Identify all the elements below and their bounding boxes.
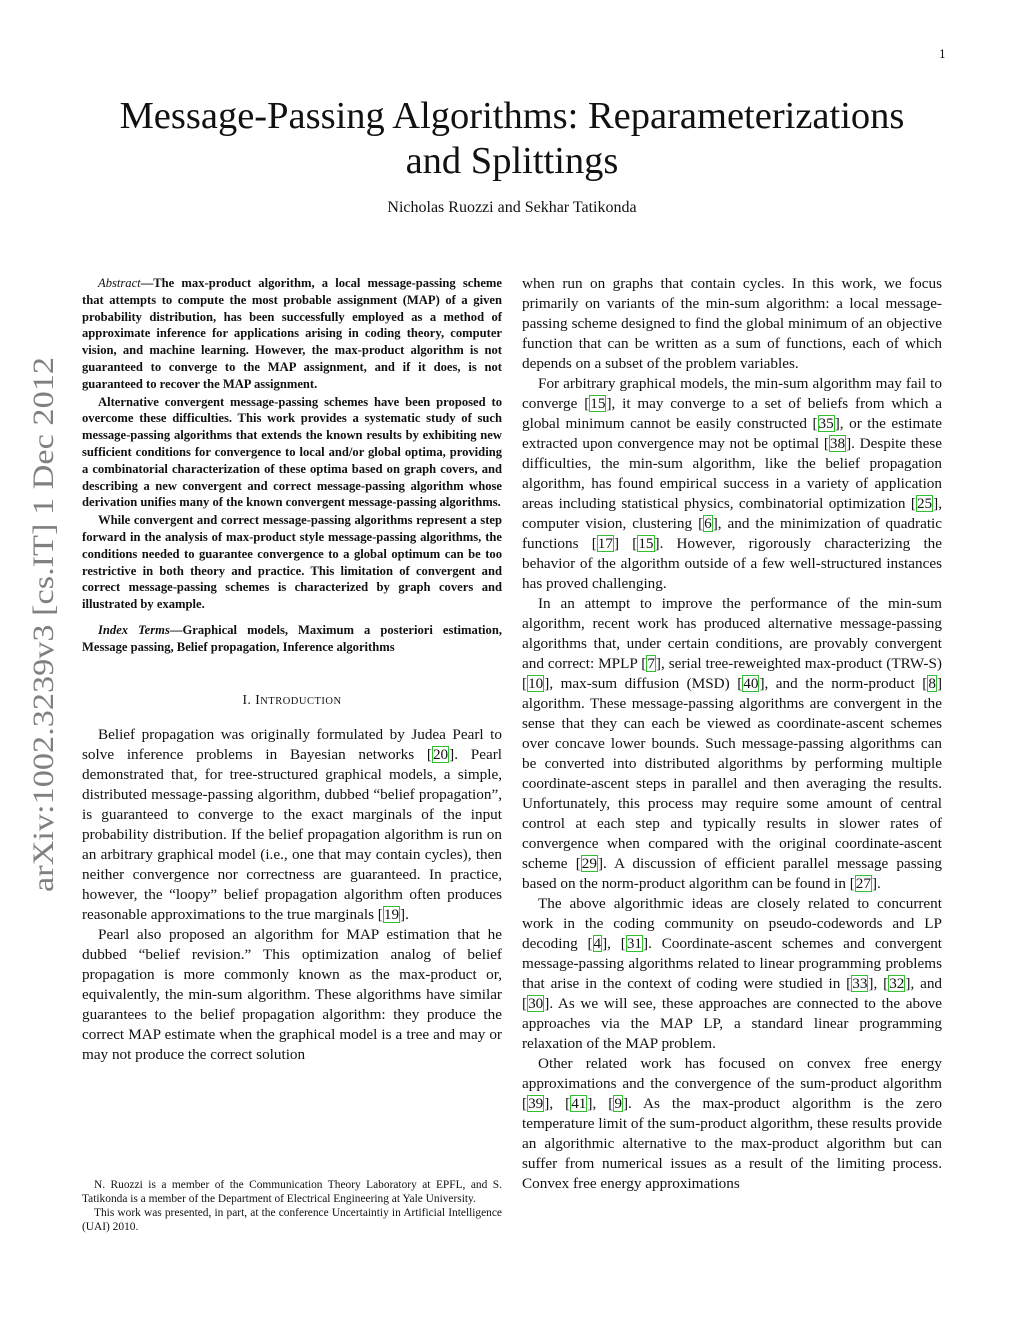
paragraph-text: , bbox=[549, 1095, 566, 1112]
paragraph-text: Other related work has focused on convex free energy approximations and the convergence of the sum-product algorithm bbox=[522, 1055, 942, 1092]
right-paragraph-1: when run on graphs that contain cycles. In this work, we focus primarily on variants of the min-sum algorithm: a local message-passing scheme designed to find the global minimum of an objective function that can be written as a sum of functions, each of which depends on a subset of the problem variables. bbox=[522, 275, 942, 372]
right-paragraph-3: In an attempt to improve the performance of the min-sum algorithm, recent work has produced alternative message-passing algorithms that, under certain conditions, are provably convergent and correct: MPLP [7], serial tree-reweighted max-product (TRW-S) [10], max-sum diffusion (MSD) [40], and the norm-product [8] algorithm. These message-passing algorithms are convergent in the sense that they can each be viewed as coordinate-ascent schemes over concave lower bounds. Such message-passing algorithms can be converted into distributed algorithms by performing multiple coordinate-ascent steps in parallel and then averaging the results. Unfortunately, this process may require some amount of central control at each step and typically results in slower rates of convergence when compared with the original coordinate-ascent scheme [29]. A discussion of efficient parallel message passing based on the norm-product algorithm can be found in [27]. bbox=[522, 595, 942, 892]
citation-link[interactable]: 8 bbox=[928, 675, 936, 692]
paragraph-text: , and the norm-product bbox=[764, 675, 923, 692]
citation-link[interactable]: 6 bbox=[704, 515, 712, 532]
title-line-1: Message-Passing Algorithms: Reparameterizations bbox=[119, 95, 905, 137]
paragraph-text: For arbitrary graphical models, the min-sum algorithm may fail to converge bbox=[522, 375, 942, 412]
paragraph-text: , or the estimate extracted upon convergence may not be optimal bbox=[522, 415, 943, 452]
footnote-affiliations: N. Ruozzi is a member of the Communication Theory Laboratory at EPFL, and S. Tatikonda is a member of the Department of Electrical Engineering at Yale University. bbox=[82, 1179, 502, 1205]
left-column bbox=[82, 275, 502, 1065]
section-numeral: I. I bbox=[242, 691, 261, 707]
citation-link[interactable]: 32 bbox=[889, 975, 905, 992]
citation-link[interactable]: 35 bbox=[818, 415, 834, 432]
paragraph-text: In an attempt to improve the performance of the min-sum algorithm, recent work has produced alternative message-passing algorithms that, under certain conditions, are provably convergent and correct: MPLP bbox=[522, 595, 942, 672]
paragraph-text: . However, rigorously characterizing the behavior of the algorithm outside of a few well-structured instances has proved challenging. bbox=[522, 535, 943, 592]
abstract-lead: Abstract bbox=[98, 276, 141, 290]
citation-link[interactable]: 40 bbox=[743, 675, 759, 692]
paragraph-text: , bbox=[873, 975, 884, 992]
paragraph-text: . bbox=[405, 905, 409, 923]
citation-link[interactable]: 25 bbox=[916, 495, 933, 512]
title-line-2: and Splittings bbox=[405, 140, 619, 182]
paragraph-text: Belief propagation was originally formulated by Judea Pearl to solve inference problems in Bayesian networks bbox=[82, 725, 502, 763]
intro-paragraph-1: Belief propagation was originally formulated by Judea Pearl to solve inference problems in Bayesian networks [20]. Pearl demonstrated that, for tree-structured graphical models, a simple, distributed message-passing algorithm, dubbed “belief propagation”, is guaranteed to converge to the exact marginals of the input probability distribution. If the belief propagation algorithm is run on an arbitrary graphical model (i.e., one that may contain cycles), then neither convergence nor correctness are guaranteed. In practice, however, the “loopy” belief propagation algorithm often produces reasonable approximations to the true marginals [19]. bbox=[82, 725, 502, 923]
section-heading-introduction bbox=[82, 692, 502, 708]
paragraph-text: , computer vision, clustering bbox=[522, 495, 942, 532]
paragraph-text: The above algorithmic ideas are closely related to concurrent work in the coding community on pseudo-codewords and LP decoding bbox=[522, 895, 942, 952]
paragraph-text: . A discussion of efficient parallel message passing based on the norm-product algorithm can be found in bbox=[522, 855, 942, 892]
right-column bbox=[522, 274, 942, 1194]
paragraph-text: . Coordinate-ascent schemes and convergent message-passing algorithms related to linear programming problems that arise in the context of coding were studied in bbox=[522, 935, 943, 992]
paragraph-text: , bbox=[592, 1095, 609, 1112]
paragraph-text: , serial tree-reweighted max-product (TRW-S) bbox=[660, 655, 942, 672]
right-paragraph-2: For arbitrary graphical models, the min-sum algorithm may fail to converge [15], it may converge to a set of beliefs from which a global minimum cannot be easily constructed [35], or the estimate extracted upon convergence may not be optimal [38]. Despite these difficulties, the min-sum algorithm, like the belief propagation algorithm, has found empirical success in a variety of application areas including statistical physics, combinatorial optimization [25], computer vision, clustering [6], and the minimization of quadratic functions [17] [15]. However, rigorously characterizing the behavior of the algorithm outside of a few well-structured instances has proved challenging. bbox=[522, 375, 943, 592]
citation-link[interactable]: 19 bbox=[383, 905, 400, 923]
page-number: 1 bbox=[939, 48, 946, 61]
citation-link[interactable]: 29 bbox=[581, 855, 597, 872]
paragraph-text: , bbox=[607, 935, 621, 952]
paragraph-text: algorithm. These message-passing algorithms are convergent in the sense that they can each be viewed as coordinate-ascent schemes over concave lower bounds. Such message-passing algorithms can be converted into distributed algorithms by performing multiple coordinate-ascent steps in parallel and then averaging the results. Unfortunately, this process may require some amount of central control at each step and typically results in slower rates of convergence when compared with the original coordinate-ascent scheme bbox=[522, 695, 942, 872]
citation-link[interactable]: 27 bbox=[855, 875, 871, 892]
footnotes bbox=[82, 1178, 502, 1234]
citation-link[interactable]: 39 bbox=[528, 1095, 544, 1112]
section-title-rest: NTRODUCTION bbox=[260, 695, 342, 707]
citation-link[interactable]: 31 bbox=[626, 935, 642, 952]
arxiv-identifier-text: arXiv:1002.3239v3 [cs.IT] 1 Dec 2012 bbox=[27, 423, 60, 892]
citation-link[interactable]: 15 bbox=[590, 395, 606, 412]
paragraph-text: . As the max-product algorithm is the zero temperature limit of the sum-product algorithm, these results provide an algorithmic alternative to the max-product algorithm but can suffer from numerical issues as a result of the limiting process. Convex free energy approximations bbox=[522, 1095, 943, 1192]
paragraph-text: , and bbox=[910, 975, 943, 992]
paragraph-text: , and the minimization of quadratic functions bbox=[522, 515, 943, 552]
citation-link[interactable]: 9 bbox=[614, 1095, 622, 1112]
footnote-presentation: This work was presented, in part, at the conference Uncertaintiy in Artificial Intelligence (UAI) 2010. bbox=[82, 1207, 502, 1233]
citation-link[interactable]: 38 bbox=[829, 435, 846, 452]
right-paragraph-5: Other related work has focused on convex free energy approximations and the convergence of the sum-product algorithm [39], [41], [9]. As the max-product algorithm is the zero temperature limit of the sum-product algorithm, these results provide an algorithmic alternative to the max-product algorithm but can suffer from numerical issues as a result of the limiting process. Convex free energy approximations bbox=[522, 1055, 943, 1192]
index-terms bbox=[82, 622, 502, 656]
index-terms-text: —Graphical models, Maximum a posteriori estimation, Message passing, Belief propagation, Inference algorithms bbox=[82, 622, 502, 654]
paragraph-text: . Despite these difficulties, the min-sum algorithm, like the belief propagation algorithm, has found empirical success in a variety of application areas including statistical physics, combinatorial optimization bbox=[522, 435, 942, 512]
paragraph-text: , it may converge to a set of beliefs from which a global minimum cannot be easily constructed bbox=[522, 395, 942, 432]
arxiv-identifier bbox=[16, 347, 66, 897]
citation-link[interactable]: 15 bbox=[638, 535, 654, 552]
authors: Nicholas Ruozzi and Sekhar Tatikonda bbox=[387, 199, 637, 216]
index-terms-lead: Index Terms bbox=[98, 622, 170, 637]
paragraph-text: . Pearl demonstrated that, for tree-structured graphical models, a simple, distributed message-passing algorithm, dubbed “belief propagation”, is guaranteed to converge to the exact marginals of the input probability distribution. If the belief propagation algorithm is run on an arbitrary graphical model (i.e., one that may contain cycles), then neither convergence nor correctness are guaranteed. In practice, however, the “loopy” belief propagation algorithm often produces reasonable approximations to the true marginals bbox=[82, 745, 502, 923]
citation-link[interactable]: 30 bbox=[528, 995, 544, 1012]
citation-link[interactable]: 41 bbox=[571, 1095, 587, 1112]
paragraph-text: . As we will see, these approaches are connected to the above approaches via the MAP LP, a standard linear programming relaxation of the MAP problem. bbox=[522, 995, 942, 1052]
right-paragraph-4: The above algorithmic ideas are closely related to concurrent work in the coding community on pseudo-codewords and LP decoding [4], [31]. Coordinate-ascent schemes and convergent message-passing algorithms related to linear programming problems that arise in the context of coding were studied in [33], [32], and [30]. As we will see, these approaches are connected to the above approaches via the MAP LP, a standard linear programming relaxation of the MAP problem. bbox=[522, 895, 943, 1052]
paragraph-text: , max-sum diffusion (MSD) bbox=[549, 675, 738, 692]
citation-link[interactable]: 4 bbox=[593, 935, 602, 952]
citation-link[interactable]: 33 bbox=[852, 975, 868, 992]
paragraph-text: . bbox=[877, 875, 881, 892]
paper-title bbox=[0, 94, 1024, 184]
abstract-paragraph-1 bbox=[82, 275, 502, 393]
paragraph-text bbox=[619, 535, 632, 552]
citation-link[interactable]: 20 bbox=[432, 745, 449, 763]
abstract-text-1: —The max-product algorithm, a local message-passing scheme that attempts to compute the most probable assignment (MAP) of a given probability distribution, has been successfully employed as a method of approximate inference for applications arising in coding theory, computer vision, and machine learning. However, the max-product algorithm is not guaranteed to converge to the MAP assignment, and if it does, is not guaranteed to recover the MAP assignment. bbox=[82, 276, 502, 391]
citation-link[interactable]: 10 bbox=[528, 675, 544, 692]
citation-link[interactable]: 17 bbox=[597, 535, 613, 552]
citation-link[interactable]: 7 bbox=[647, 655, 655, 672]
intro-paragraph-2: Pearl also proposed an algorithm for MAP estimation that he dubbed “belief revision.” This optimization analog of belief propagation is more commonly known as the max-product or, equivalently, the min-sum algorithm. These algorithms have similar guarantees to the belief propagation algorithm: they produce the correct MAP estimate when the graphical model is a tree and may or may not produce the correct solution bbox=[82, 925, 502, 1063]
abstract-paragraph-3: While convergent and correct message-passing algorithms represent a step forward in the analysis of max-product style message-passing algorithms, the conditions needed to guarantee convergence to a global optimum can be too restrictive in both theory and practice. This limitation of convergent and correct message-passing schemes is characterized by graph covers and illustrated by example. bbox=[82, 513, 502, 612]
abstract-paragraph-2: Alternative convergent message-passing schemes have been proposed to overcome these difficulties. This work provides a systematic study of such message-passing algorithms that extends the known results by exhibiting new sufficient conditions for convergence to local and/or global optima, providing a combinatorial characterization of these optima based on graph covers, and describing a new convergent and correct message-passing algorithm whose derivation unifies many of the known convergent message-passing algorithms. bbox=[82, 394, 502, 510]
